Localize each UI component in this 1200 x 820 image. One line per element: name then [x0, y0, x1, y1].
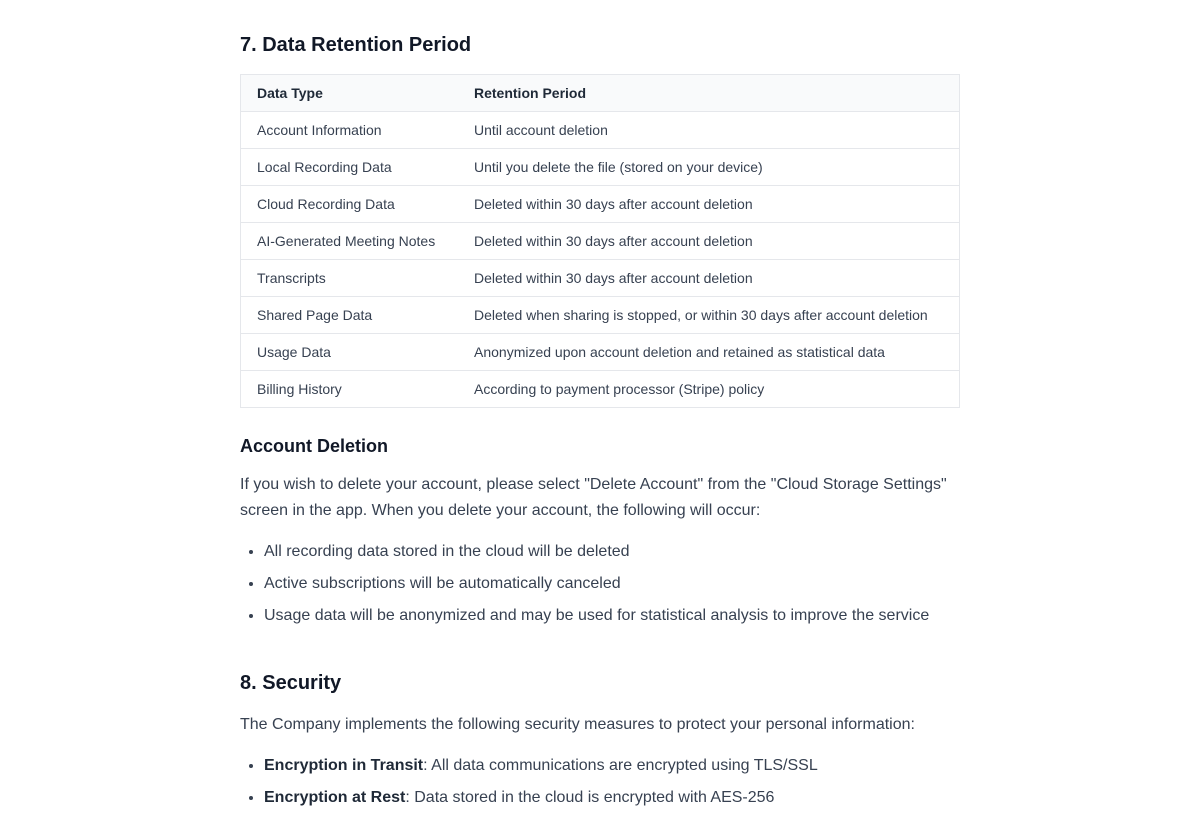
- cell-data-type: Account Information: [241, 112, 459, 149]
- cell-data-type: Billing History: [241, 371, 459, 408]
- table-row: [241, 112, 960, 149]
- account-deletion-list: [240, 539, 960, 635]
- security-list: [240, 753, 960, 817]
- table-row: [241, 297, 960, 334]
- list-item: • Active subscriptions will be automatically canceled: [264, 571, 960, 597]
- table-row: [241, 186, 960, 223]
- table-row: [241, 260, 960, 297]
- cell-retention-period: Deleted within 30 days after account deletion: [458, 186, 960, 223]
- cell-retention-period: Anonymized upon account deletion and retained as statistical data: [458, 334, 960, 371]
- column-header-retention-period: Retention Period: [458, 75, 960, 112]
- list-item: [264, 753, 960, 779]
- cell-data-type: AI-Generated Meeting Notes: [241, 223, 459, 260]
- subheading-account-deletion: Account Deletion: [240, 436, 389, 456]
- cell-retention-period: Until account deletion: [458, 112, 960, 149]
- account-deletion-intro: If you wish to delete your account, please select "Delete Account" from the "Cloud Storage Settings" screen in the app. When you delete your account, the following will occur:: [240, 476, 947, 519]
- description-encryption-at-rest: : Data stored in the cloud is encrypted with AES-256: [405, 789, 775, 806]
- term-encryption-in-transit: Encryption in Transit: [264, 757, 424, 774]
- list-item: • All recording data stored in the cloud will be deleted: [264, 539, 960, 565]
- list-item: [264, 785, 960, 811]
- column-header-data-type: Data Type: [241, 75, 459, 112]
- table-row: [241, 223, 960, 260]
- security-intro: The Company implements the following security measures to protect your personal information:: [240, 716, 915, 733]
- cell-data-type: Usage Data: [241, 334, 459, 371]
- table-row: [241, 371, 960, 408]
- section-heading-security: 8. Security: [240, 672, 342, 694]
- cell-data-type: Cloud Recording Data: [241, 186, 459, 223]
- cell-data-type: Transcripts: [241, 260, 459, 297]
- term-encryption-at-rest: Encryption at Rest: [264, 789, 406, 806]
- cell-data-type: Shared Page Data: [241, 297, 459, 334]
- cell-retention-period: Until you delete the file (stored on your device): [458, 149, 960, 186]
- cell-retention-period: According to payment processor (Stripe) policy: [458, 371, 960, 408]
- table-header-row: [241, 75, 960, 112]
- cell-data-type: Local Recording Data: [241, 149, 459, 186]
- cell-retention-period: Deleted when sharing is stopped, or within 30 days after account deletion: [458, 297, 960, 334]
- retention-table: [240, 74, 960, 408]
- section-heading-data-retention: 7. Data Retention Period: [240, 34, 472, 56]
- cell-retention-period: Deleted within 30 days after account deletion: [458, 260, 960, 297]
- cell-retention-period: Deleted within 30 days after account deletion: [458, 223, 960, 260]
- description-encryption-in-transit: : All data communications are encrypted using TLS/SSL: [423, 757, 818, 774]
- table-row: [241, 334, 960, 371]
- table-row: [241, 149, 960, 186]
- list-item: • Usage data will be anonymized and may be used for statistical analysis to improve the service: [264, 603, 960, 629]
